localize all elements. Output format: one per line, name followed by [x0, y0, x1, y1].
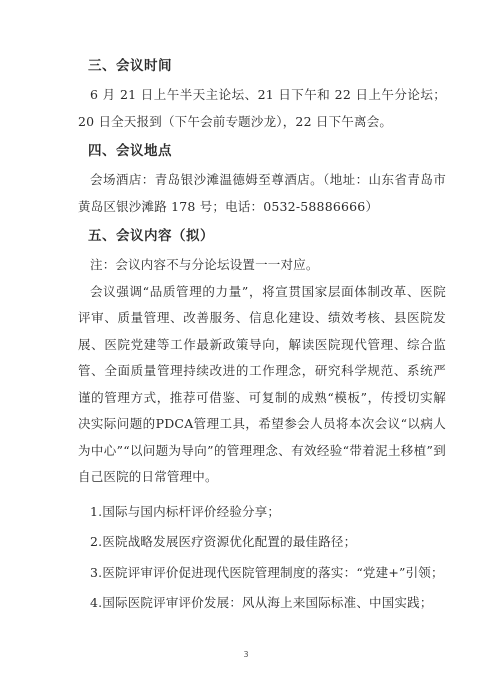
section-heading-meeting-location: 四、会议地点 — [88, 143, 172, 159]
meeting-content-note: 注：会议内容不与分论坛设置一一对应。 — [90, 257, 319, 272]
content-list-item-1: 1.国际与国内标杆评价经验分享； — [90, 503, 281, 519]
content-list-item-4: 4.国际医院评审评价发展：风从海上来国际标准、中国实践； — [90, 595, 433, 610]
content-list-item-3: 3.医院评审评价促进现代医院管理制度的落实：“党建+”引领； — [90, 564, 444, 580]
meeting-time-paragraph: 6 月 21 日上午半天主论坛、21 日下午和 22 日上午分论坛；20 日全天报到（下午会前专题沙龙），22 日下午离会。 — [78, 87, 446, 129]
section-heading-meeting-time: 三、会议时间 — [88, 58, 172, 74]
page-content — [78, 54, 446, 617]
page-number: 3 — [243, 650, 249, 659]
section-heading-meeting-content: 五、会议内容（拟） — [88, 228, 214, 244]
meeting-content-paragraph: 会议强调“品质管理的力量”，将宣贯国家层面体制改革、医院评审、质量管理、改善服务、信息化建设、绩效考核、县医院发展、医院党建等工作最新政策导向，解读医院现代管理、综合监管、全面质量管理持续改进的工作理念，研究科学规范、系统严谨的管理方式，推荐可借鉴、可复制的成熟“模板”，传授切实解决实际问题的PDCA管理工具，希望参会人员将本次会议“以病人为中心”“以问题为导向”的管理理念、有效经验“带着泥土移植”到自己医院的日常管理中。 — [78, 283, 446, 484]
content-list-item-2: 2.医院战略发展医疗资源优化配置的最佳路径； — [90, 534, 357, 549]
meeting-location-paragraph: 会场酒店：青岛银沙滩温德姆至尊酒店。（地址：山东省青岛市黄岛区银沙滩路 178 号；电话：0532-58886666） — [78, 172, 446, 214]
